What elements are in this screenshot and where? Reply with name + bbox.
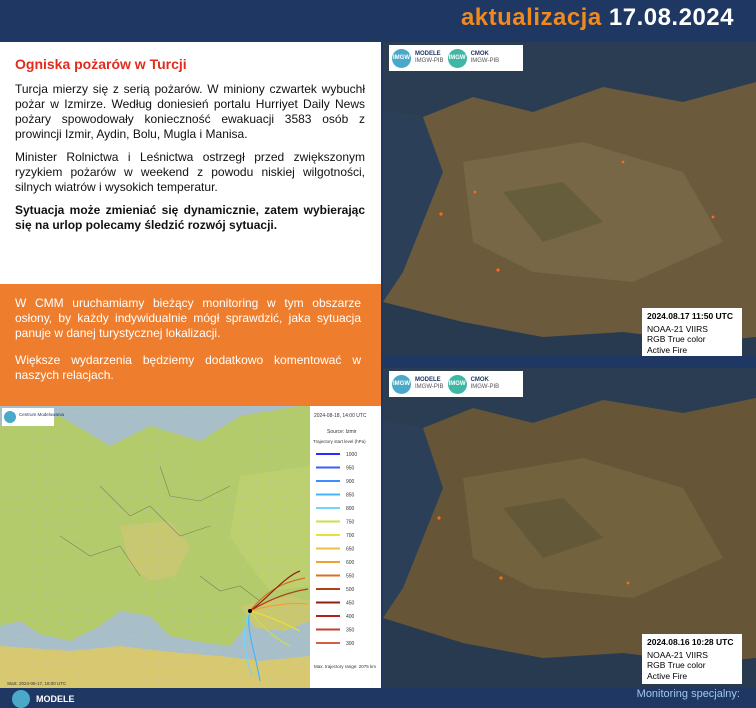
satellite-image-1 <box>383 42 756 356</box>
footer-logo-icon <box>12 690 30 708</box>
monitoring-panel <box>0 284 381 406</box>
trajectory-start: Start: 2024-08-17, 18:00 UTC <box>7 681 67 686</box>
sat1-logo-strip <box>389 45 523 71</box>
trajectory-date: 2024-08-18, 14:00 UTC <box>314 413 367 419</box>
sat2-sensor: NOAA-21 VIIRS <box>647 649 708 660</box>
fire-marker <box>499 576 502 579</box>
legend-level-label: 1000 <box>346 452 358 458</box>
fire-marker <box>622 161 625 164</box>
trajectory-max-range: Max. trajectory range: 2075 km <box>314 664 377 669</box>
monitoring-paragraph-1: W CMM uruchamiamy bieżący monitoring w tym obszarze osłony, by każdy indywidualnie mógł sprawdzić, jaka sytuacja panuje w danej turystycznej lokalizacji. <box>15 296 361 340</box>
legend-level-label: 450 <box>346 600 355 607</box>
sat2-logo2-text: CMOK IMGW-PIB <box>470 377 500 390</box>
footer-left-label: MODELE <box>36 694 75 704</box>
footer-monitoring-label: Monitoring specjalny: <box>636 688 740 700</box>
trajectory-source: Source: Izmir <box>327 429 357 435</box>
sat1-product: RGB True color <box>647 334 706 344</box>
legend-level-label: 800 <box>346 506 355 512</box>
legend-level-label: 600 <box>346 560 355 566</box>
legend-level-label: 400 <box>346 614 355 620</box>
sat2-logo1-text: MODELE IMGW-PIB <box>415 377 444 390</box>
trajectory-map <box>0 406 381 688</box>
header-title <box>461 4 734 32</box>
fire-marker <box>474 191 477 194</box>
update-date: 17.08.2024 <box>608 4 734 31</box>
legend-level-label: 350 <box>346 627 355 634</box>
imgw-logo-icon: IMGW <box>392 49 411 68</box>
sat1-layer: Active Fire <box>647 344 688 355</box>
legend-level-label: 650 <box>346 546 355 553</box>
legend-level-label: 750 <box>346 519 355 526</box>
article-paragraph-3: Sytuacja może zmieniać się dynamicznie, zatem wybierając się na urlop polecamy śledzić rozwój sytuacji. <box>15 203 365 232</box>
fire-marker <box>439 212 442 215</box>
legend-title: Trajectory start level (hPa) <box>313 439 366 444</box>
fire-marker <box>712 216 715 219</box>
fire-marker <box>437 516 440 519</box>
sat1-timestamp: 2024.08.17 11:50 UTC <box>647 311 734 321</box>
sat2-logo-strip <box>389 371 523 397</box>
legend-level-label: 900 <box>346 479 355 485</box>
sat1-info-box <box>642 308 742 356</box>
trajectory-map-svg <box>0 406 381 688</box>
cmm-logo-icon <box>4 411 16 423</box>
sat1-sensor: NOAA-21 VIIRS <box>647 323 708 334</box>
legend-level-label: 700 <box>346 533 355 539</box>
fire-marker <box>496 268 499 271</box>
sat2-info-box <box>642 634 742 684</box>
monitoring-paragraph-2: Większe wydarzenia będziemy dodatkowo komentować w naszych relacjach. <box>15 353 361 382</box>
legend-level-label: 550 <box>346 573 355 580</box>
satellite-image-2 <box>383 368 756 688</box>
fire-marker <box>627 582 630 585</box>
update-label: aktualizacja <box>460 4 602 31</box>
sat1-logo2-text: CMOK IMGW-PIB <box>470 51 500 64</box>
article-paragraph-1: Turcja mierzy się z serią pożarów. W miniony czwartek wybuchł pożar w Izmirze. Według doniesień portalu Hurriyet Daily News pożary spowodowały konieczność ewakuacji 3583 osób z prowincji Izmir, Aydin, Bolu, Mugla i Manisa. <box>15 82 365 141</box>
article-panel <box>0 42 381 284</box>
sat1-logo1-text: MODELE IMGW-PIB <box>415 51 444 64</box>
article-title: Ogniska pożarów w Turcji <box>15 56 187 72</box>
legend-level-label: 850 <box>346 492 355 499</box>
article-paragraph-2: Minister Rolnictwa i Leśnictwa ostrzegł przed zwiększonym ryzykiem pożarów w weekend z powodu niskiej wilgotności, silnych wiatrów i wysokich temperatur. <box>15 150 365 194</box>
legend-level-label: 500 <box>346 587 355 593</box>
cmm-logo-text: Centrum Modelowania <box>19 412 65 417</box>
cmok-logo-icon: IMGW <box>448 49 467 68</box>
legend-level-label: 950 <box>346 465 355 472</box>
sat2-timestamp: 2024.08.16 10:28 UTC <box>647 637 734 647</box>
footer-logo <box>12 690 75 708</box>
legend-level-label: 300 <box>346 641 355 647</box>
source-point <box>248 609 252 613</box>
sat2-product: RGB True color <box>647 660 706 670</box>
imgw-logo-icon: IMGW <box>392 375 411 394</box>
sat2-layer: Active Fire <box>647 670 688 681</box>
cmok-logo-icon: IMGW <box>448 375 467 394</box>
